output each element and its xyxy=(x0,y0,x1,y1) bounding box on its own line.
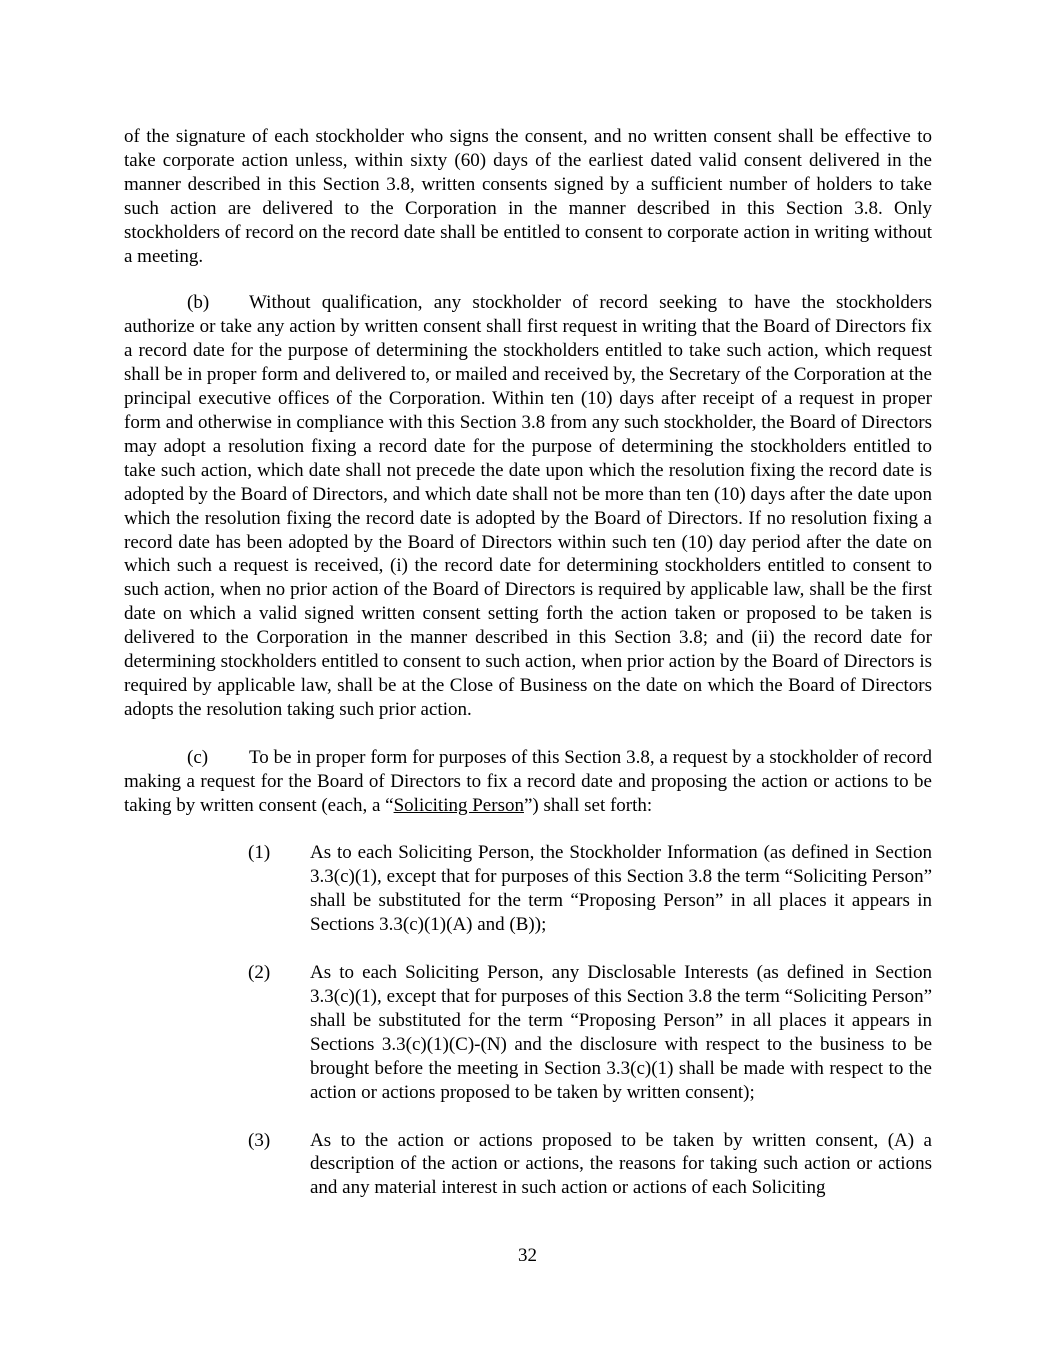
paragraph-c-text-before: To be in proper form for purposes of this Section 3.8, a request by a stockholder of record making a request for the Board of Directors to fix a record date and proposing the action or actions to be taking by written consent (each, a “ xyxy=(124,746,932,816)
list-item xyxy=(248,1129,932,1201)
list-item-number: (1) xyxy=(248,842,271,864)
paragraph-c-label: (c) xyxy=(187,746,209,768)
list-item-text: As to the action or actions proposed to be taken by written consent, (A) a description of the action or actions, the reasons for taking such action or actions and any material interest in such action or actions of each Soliciting xyxy=(310,1129,932,1199)
defined-term: Soliciting Person xyxy=(393,794,524,816)
paragraph-c xyxy=(124,746,932,818)
list-item-text: As to each Soliciting Person, the Stockholder Information (as defined in Section 3.3(c)(1), except that for purposes of this Section 3.8 the term “Soliciting Person” shall be substituted for the term “Proposing Person” in all places it appears in Sections 3.3(c)(1)(A) and (B)); xyxy=(310,842,932,936)
list-item-number: (3) xyxy=(248,1129,271,1151)
list-item xyxy=(248,961,932,1104)
paragraph-b-text: Without qualification, any stockholder of record seeking to have the stockholders authorize or take any action by written consent shall first request in writing that the Board of Directors fix a record date for the purpose of determining the stockholders entitled to take such action, which request shall be in proper form and delivered to, or mailed and received by, the Secretary of the Corporation at the principal executive offices of the Corporation. Within ten (10) days after receipt of a request in proper form and otherwise in compliance with this Section 3.8 from any such stockholder, the Board of Directors may adopt a resolution fixing a record date for the purpose of determining the stockholders entitled to take such action, which date shall not precede the date upon which the resolution fixing the record date is adopted by the Board of Directors, and which date shall not be more than ten (10) days after the date upon which the resolution fixing the record date is adopted by the Board of Directors. If no resolution fixing a record date has been adopted by the Board of Directors within such ten (10) day period after the date on which such a request is received, (i) the record date for determining stockholders entitled to consent to such action, when no prior action of the Board of Directors is required by applicable law, shall be the first date on which a valid signed written consent setting forth the action taken or proposed to be taken is delivered to the Corporation in the manner described in this Section 3.8; and (ii) the record date for determining stockholders entitled to consent to such action, when prior action by the Board of Directors is required by applicable law, shall be at the Close of Business on the date on which the Board of Directors adopts the resolution taking such prior action. xyxy=(124,292,932,720)
list-item-text: As to each Soliciting Person, any Disclosable Interests (as defined in Section 3.3(c)(1), except that for purposes of this Section 3.8 the term “Soliciting Person” shall be substituted for the term “Proposing Person” in all places it appears in Sections 3.3(c)(1)(C)-(N) and the disclosure with respect to the business to be brought before the meeting in Section 3.3(c)(1) shall be made with respect to the action or actions proposed to be taken by written consent); xyxy=(310,962,932,1103)
page-number: 32 xyxy=(518,1245,537,1266)
document-page xyxy=(124,125,932,1200)
list-item-number: (2) xyxy=(248,962,271,984)
paragraph-c-text-after: ”) shall set forth: xyxy=(523,794,653,816)
paragraph-a-continuation: of the signature of each stockholder who signs the consent, and no written consent shall be effective to take corporate action unless, within sixty (60) days of the earliest dated valid consent delivered in the manner described in this Section 3.8, written consents signed by a sufficient number of holders to take such action are delivered to the Corporation in the manner described in this Section 3.8. Only stockholders of record on the record date shall be entitled to consent to corporate action in writing without a meeting. xyxy=(124,126,932,267)
paragraph-b xyxy=(124,291,932,721)
paragraph-b-label: (b) xyxy=(187,292,210,314)
list-item xyxy=(248,841,932,937)
